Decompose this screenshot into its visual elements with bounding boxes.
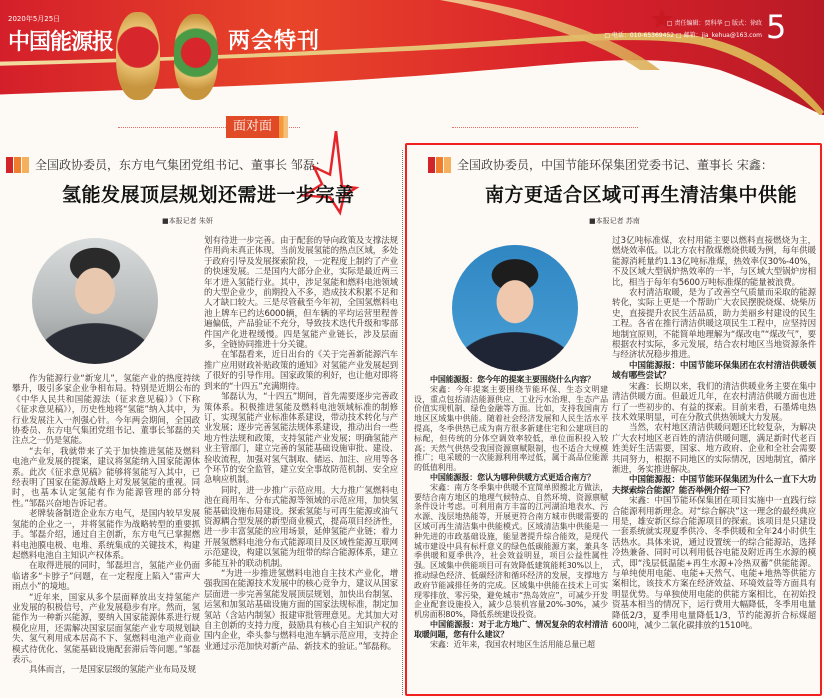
right-article-headline: 南方更适合区域可再生清洁集中供能 — [485, 184, 798, 206]
right-article-kicker — [428, 156, 773, 173]
left-article-kicker — [6, 156, 327, 173]
star-outline-icon — [300, 131, 360, 221]
section-label: 面对面 — [226, 116, 288, 138]
article-paragraph: 划有待进一步完善。由于配套的导向政策及支撑法规作用尚未真正体现，当前发展氢能的热点区域，多处于政府引导及发展探索阶段，一定程度上制约了产业的快速发展。二是国内大部分企业，实际是最近两三年才进入氢能行业。其中，涉足氢能和燃料电池领域的大型企业少，前期投入不多，造成技术积累不足和人才缺口较大。三是尽管截至今年初，全国氢燃料电池上牌车已约达6000辆，但车辆的平均运营里程普遍偏低，产品验证不充分，导致技术迭代升级和零部件国产化进程缓慢。四是氢能产业链长，涉及层面多，全链协同推进十分关键。 — [204, 236, 398, 351]
right-article-portrait — [452, 245, 578, 371]
article-paragraph: 具体而言，一是国家层级的氢能产业布局及规 — [29, 665, 197, 676]
email: 邮箱：jia_kehua@163.com — [683, 32, 762, 39]
right-article-byline: ■本报记者 苏南 — [589, 217, 640, 225]
newspaper-masthead: 中国能源报 — [8, 29, 114, 55]
interview-question: 中国能源报：中国节能环保集团在农村清洁供暖领域有哪些尝试？ — [612, 360, 816, 382]
article-paragraph: 老牌装备制造企业东方电气，是国内较早发展氢能的企业之一，并将氢能作为战略转型的重要抓手。邹磊介绍，通过自主创新，东方电气已掌握燃料电池膜电极、电堆、系统集成的关键技术，构建起燃料电池自主知识产权体系。 — [12, 509, 200, 561]
article-paragraph: 宋鑫：近年来，我国农村地区生活用能总量已超 — [430, 639, 595, 649]
interview-question: 中国能源报：中国节能环保集团为什么一直下大功夫探索综合能源？能否举例介绍一下？ — [612, 475, 816, 496]
section-divider-right — [452, 127, 638, 128]
kicker-text: 全国政协委员，中国节能环保集团党委书记、董事长 宋鑫： — [457, 158, 773, 172]
article-paragraph: 宋鑫：中国节能环保集团在项目实施中一直践行综合能源利用新理念。对“综合解决”这一理念的最经典应用是，雄安新区综合能源项目的探索。该项目是只建设一套系统就实现夏季供冷、冬季供暖和全年24小时供生活热水。具体来说，通过设置统一的综合能源站，选择冷热兼备、同时可以利用低谷电能及附近再生水源的模式，即“浅层低温能+再生水源+冷热双蓄”供能能源。与单纯使用电能、电能+天然气、电能+地热等供能方案相比，该技术方案在经济效益、环境效益等方面具有明显优势。与单独使用电能的供能方案相比，在初始投资基本相当的情况下，运行费用大幅降低，冬季用电量降低2/3，夏季用电量降低1/3，节约能源折合标煤超600吨，减少二氧化碳排放约1510吨。 — [612, 496, 816, 632]
article-paragraph: 农村清洁取暖，是为了改善空气质量而采取的能源转化，实际上更是一个帮助广大农民摆脱烧煤、烧柴历史，直接提升农民生活品质，助力美丽乡村建设的民生工程。各省在推行清洁供暖这项民生工程中，应坚持因地制宜原则，不能简单地理解为“煤改电”“煤改气”，要根据农村实际，多元发展，结合农村地区当地资源条件与经济状况稳步推进。 — [612, 288, 816, 361]
left-article-column-2 — [204, 236, 398, 652]
article-paragraph: “近年来，国家从多个层面释放出支持氢能产业发展的积极信号，产业发展稳步有序。然而，氢能作为一种新兴能源，要纳入国家能源体系进行规模化应用，还需解决国家层面氢能产业专项规划缺失、氢气利用成本居高不下、氢燃料电池产业商业模式待优化、氢能基础设施配套滞后等问题。”邹磊表示。 — [12, 592, 200, 665]
phone: 电话：010-65369452 — [611, 32, 675, 39]
right-article-column-2 — [612, 236, 816, 631]
left-article-byline: ■本报记者 朱妍 — [162, 217, 213, 225]
article-paragraph: 作为能源行业“新宠儿”，氢能产业的热度持续攀升，吸引多家企业争相布局。特别是近期公布的《中华人民共和国能源法（征求意见稿）》（下称《征求意见稿》），历史性地将“氢能”纳入其中，为行业发展注入一剂强心针。今年两会期间，全国政协委员、东方电气集团党组书记、董事长邹磊的关注点之一仍是氢能。 — [12, 374, 200, 447]
cppcc-emblem — [174, 14, 218, 100]
article-paragraph: 宋鑫：长期以来，我们的清洁供暖业务主要在集中清洁供暖方面。但最近几年，在农村清洁供暖方面也进行了一些初步的、有益的探索。目前来看，石墨烯电热技术效果明显，可在分散式供热领域大力发展。 — [612, 381, 816, 423]
left-article-headline: 氢能发展顶层规划还需进一步完善 — [62, 184, 355, 206]
issue-date: 2020年5月25日 — [8, 15, 61, 23]
kicker-text: 全国政协委员，东方电气集团党组书记、董事长 邹磊： — [35, 158, 327, 172]
article-paragraph: 当然，农村地区清洁供暖问题还比较复杂，为解决广大农村地区老百姓的清洁供暖问题，满足新时代老百姓美好生活需要，国家、地方政府、企业和全社会需要共同努力，根据不同地区的实际情况，因地制宜，循序渐进，务实推进解决。 — [612, 423, 816, 475]
interview-question: 中国能源报：对于北方地广、情况复杂的农村清洁取暖问题，您有什么建议？ — [414, 619, 608, 639]
interview-question: 中国能源报：您今年的提案主要围绕什么内容？ — [430, 375, 595, 384]
article-paragraph: 在取得进展的同时，邹磊坦言，氢能产业仍面临诸多“卡脖子”问题，在一定程度上陷入“雷声大雨点小”的境地。 — [12, 561, 200, 593]
left-article-column-1 — [12, 374, 200, 676]
national-emblem — [116, 12, 160, 100]
article-paragraph: 在邹磊看来，近日出台的《关于完善新能源汽车推广应用财政补贴政策的通知》对氢能产业发展起到了很好的引导作用。国家政策的利好，也让他对即将到来的“十四五”充满期待。 — [204, 350, 398, 392]
special-edition-title: 两会特刊 — [228, 29, 321, 54]
article-paragraph: 同时，进一步推广示范应用。大力推广氢燃料电池在商用车、分布式能源等领域的示范应用，加快氢能基础设施布局建设。探索氢能与可再生能源或油气资源耦合型发展的新型商业模式，提高项目经济性，进一步丰富氢能的应用场景，延伸氢能产业链；着力开展氢燃料电池分布式能源项目及区域性能源互联网示范建设，构建以氢能为纽带的综合能源体系，建立多能互补的联动机制。 — [204, 485, 398, 569]
article-paragraph: 过3亿吨标准煤，农村用能主要以燃料直接燃烧为主，燃烧效率低。以北方农村散煤燃烧供暖为例，每年供暖能源消耗量约1.13亿吨标准煤，热效率仅30%-40%，不及区域大型锅炉热效率的一半，与区域大型锅炉房相比，相当于每年有5600万吨标准煤的能量被浪费。 — [612, 236, 816, 288]
article-flag-icon — [6, 157, 29, 173]
interview-question: 中国能源报：您认为哪种供暖方式更适合南方？ — [430, 472, 595, 482]
article-paragraph: “为进一步推进氢燃料电池自主技术产业化，增强我国在能源技术发展中的核心竞争力，建议从国家层面进一步完善氢能发展顶层规划，加快出台制氢、运氢和加氢站基础设施方面的国家法规标准，制定加氢站（含站内制氢）报建审批管理意见。尤其加大对自主创新的支持力度，鼓励具有核心自主知识产权的国内企业，牵头参与燃料电池车辆示范应用，支持企业通过示范加快对新产品、新技术的验证。”邹磊称。 — [204, 569, 398, 652]
editor: 责任编辑：贾科华 — [674, 20, 723, 27]
article-paragraph: 邹磊认为，“十四五”期间，首先需要逐步完善政策体系。积极推进氢能及燃料电池领域标准的制修订，实现氢能产业标准体系建设，带动技术转化与产业发展；逐步完善氢能法规体系建设，推动出台一些地方性法规和政策，支持氢能产业发展；明确氢能产业主管部门，建立完善的氢能基础设施审批、建设、验收流程，加强对氢气制取、储运、加注、应用等各个环节的安全监管，建立安全事故防范机制、安全应急响应机制。 — [204, 392, 398, 486]
page-number: 5 — [766, 8, 787, 46]
contact-info: □ 电话：010-65369452 □ 邮箱：jia_kehua@163.com — [604, 32, 762, 39]
left-article-portrait — [32, 238, 158, 364]
article-paragraph: “去年，我就带来了关于加快推进氢能及燃料电池产业发展的提案，建议将氢能纳入国家能源体系。此次《征求意见稿》能够将氢能写入其中，已经表明了国家在能源战略上对发展氢能的重视。同时，也基本认定氢能有作为能源管理的部分特性。”邹磊兴奋地告诉记者。 — [12, 446, 200, 509]
article-paragraph: 宋鑫：今年提案主要围绕节能环保、生态文明建设，重点包括清洁能源供应、工业污水治理、生态产品价值实现机制、绿色金融等方面。比如，支持我国南方地区区域集中供能。随着社会经济发展和人民生活水平提高，冬季供热已成为南方很多新建住宅和公建项目的标配，但传统的分体空调效率较低，单位面积投入较高；天然气供热受我国资源禀赋限制，也不适合大规模推广；电采暖的一次能源利用率过低，属于高品位能源的低值利用。 — [414, 384, 608, 473]
right-article-column-1 — [414, 375, 608, 649]
article-paragraph: 宋鑫：南方冬季集中供暖不宜简单照搬北方做法，要结合南方地区的地理气候特点、自然环境、资源禀赋条件设计考虑。可利用南方丰富的江河湖泊地表水、污水源、浅层地热能等，开展更符合南方城市供暖需要的区域可再生清洁集中供能模式。区域清洁集中供能是一种先进的市政基础设施，能显著提升综合能效，是现代城市建设中具有标杆意义的绿色低碳能源方案，兼具冬季供暖和夏季供冷，社会效益明显，项目公益性属性强。区域集中供能项目可有效降低建筑能耗30%以上，推动绿色经济、低碳经济和循环经济的发展，支撑地方政府节能减排任务的完成。区域集中供能在技术上可实现零排放、零污染，避免城市“热岛效应”，可减少开发企业配套设施投入，减少总装机容量20%-30%，减少机房面积80%，降低系统建设投资。 — [414, 482, 608, 620]
editor-info: □ 责任编辑：贾科华 □ 版式：徐政 — [666, 20, 762, 27]
article-flag-icon — [428, 157, 451, 173]
article-divider — [402, 150, 403, 695]
layout-editor: 版式：徐政 — [731, 20, 762, 27]
